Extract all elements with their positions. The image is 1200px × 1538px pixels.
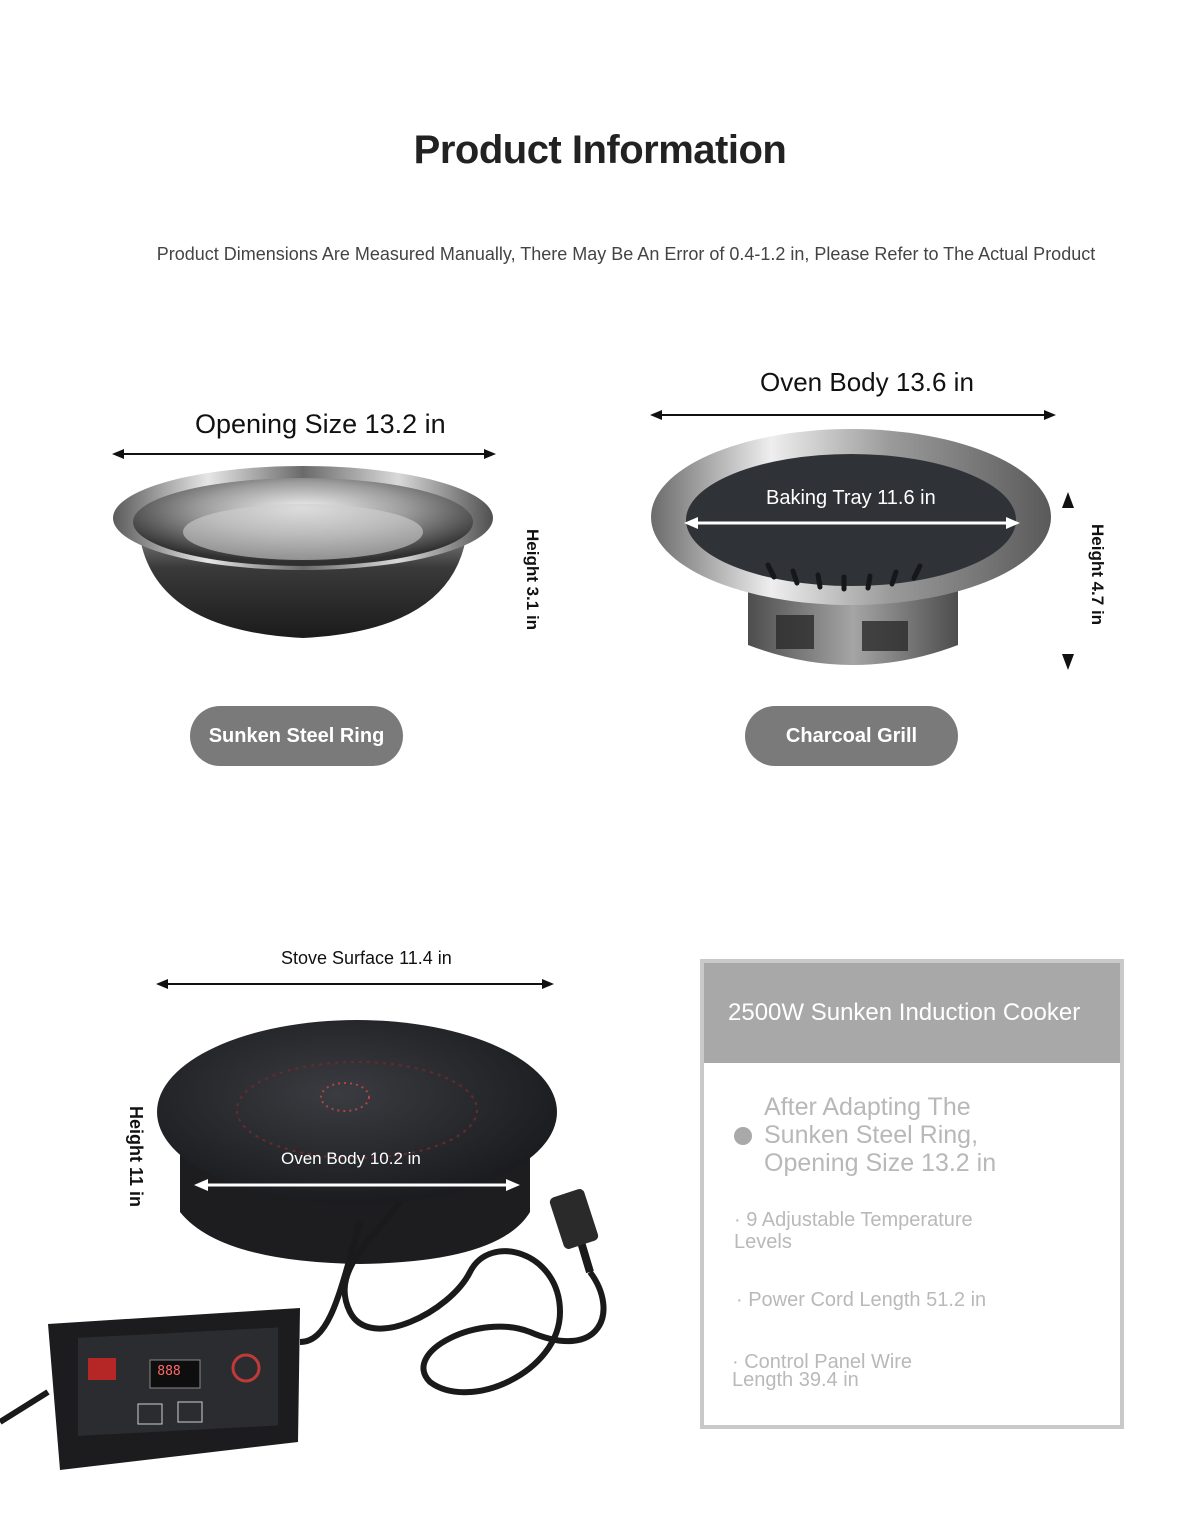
info-item: · 9 Adjustable Temperature Levels (734, 1209, 973, 1253)
info-card (700, 959, 1124, 1429)
grill-body-arrow (646, 405, 1060, 425)
panel-display: 888 (157, 1364, 181, 1379)
info-item: · Power Cord Length 51.2 in (736, 1289, 987, 1311)
ring-height-label: Height 3.1 in (523, 529, 542, 631)
baking-tray-arrow (682, 513, 1022, 533)
info-card-lead: After Adapting The Sunken Steel Ring, Opening Size 13.2 in (764, 1093, 997, 1177)
control-panel (48, 1308, 300, 1470)
stove-surface-arrow (152, 974, 558, 994)
grill-height-label: Height 4.7 in (1088, 524, 1107, 626)
page-title: Product Information (413, 128, 787, 172)
baking-tray-label: Baking Tray 11.6 in (766, 487, 936, 509)
steel-ring-image (108, 460, 498, 645)
bullet-dot-icon (734, 1127, 752, 1145)
grill-height-arrow (1058, 490, 1078, 675)
page-subtitle: Product Dimensions Are Measured Manually, There May Be An Error of 0.4-1.2 in, Please Refer to The Actual Product (156, 244, 1096, 264)
cooker-height-label: Height 11 in (126, 1106, 146, 1208)
induction-cooker-image (0, 1012, 680, 1482)
stove-surface-label: Stove Surface 11.4 in (281, 948, 452, 968)
info-item: · Control Panel Wire Length 39.4 in (732, 1351, 913, 1391)
opening-size-label: Opening Size 13.2 in (195, 409, 446, 439)
info-card-heading: 2500W Sunken Induction Cooker (704, 963, 1120, 1063)
charcoal-grill-pill: Charcoal Grill (745, 706, 958, 766)
cooker-body-arrow (192, 1175, 522, 1195)
steel-ring-pill: Sunken Steel Ring (190, 706, 403, 766)
cooker-body-label: Oven Body 10.2 in (281, 1149, 421, 1168)
grill-body-label: Oven Body 13.6 in (760, 367, 974, 397)
charcoal-grill-image (648, 425, 1058, 675)
